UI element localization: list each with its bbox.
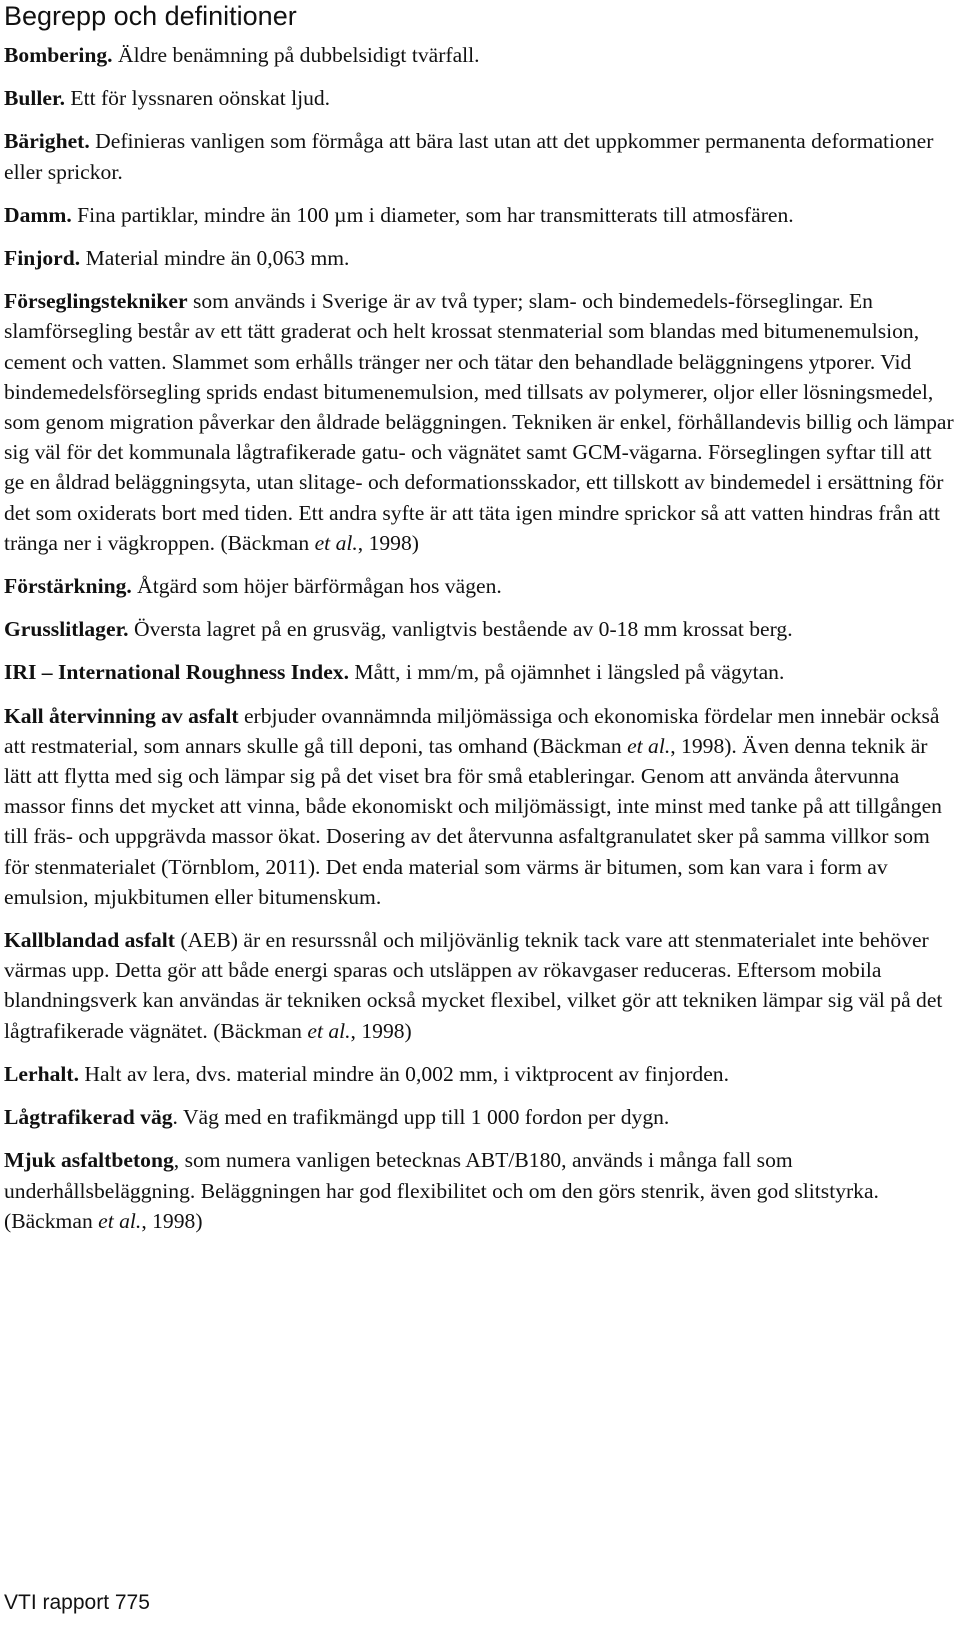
definitions-list [4, 40, 956, 1236]
definition-entry [4, 243, 956, 273]
definition-text: Åtgärd som höjer bärförmågan hos vägen. [131, 574, 502, 599]
definition-text: Mått, i mm/m, på ojämnhet i längsled på vägytan. [348, 660, 785, 685]
definition-italic: et al. [307, 1018, 351, 1043]
definition-term: IRI – International Roughness Index. [4, 660, 349, 685]
definition-entry [4, 286, 956, 558]
definition-term: Kallblandad asfalt [4, 928, 175, 953]
definition-term: Damm. [4, 202, 72, 227]
definition-tail: , 1998) [350, 1018, 412, 1043]
definition-entry [4, 83, 956, 113]
definition-italic: et al. [627, 733, 671, 758]
definition-entry [4, 1102, 956, 1132]
definition-text: Halt av lera, dvs. material mindre än 0,002 mm, i viktprocent av finjorden. [78, 1061, 729, 1086]
definition-entry [4, 571, 956, 601]
definition-term: Lerhalt. [4, 1061, 79, 1086]
definition-term: Mjuk asfaltbetong [4, 1148, 174, 1173]
definition-text: Material mindre än 0,063 mm. [80, 246, 350, 271]
definition-text: som används i Sverige är av två typer; slam- och bindemedels-förseglingar. En slamförsegling består av ett tätt graderat och helt krossat stenmaterial som blandas med bitumenemulsion, cement och vatten. Slammet som erhålls tränger ner och tätar den behandlade beläggningens ytporer. Vid bindemedelsförsegling sprids endast bitumenemulsion, med tillsats av polymerer, oljor eller lösningsmedel, som genom migration påverkar den åldrade beläggningen. Tekniken är enkel, förhållandevis billig och lämpar sig väl för det kommunala lågtrafikerade gatu- och vägnätet samt GCM-vägarna. Förseglingen syftar till att ge en åldrad beläggningsyta, utan slitage- och deformationsskador, ett tillskott av bindemedel i ersättning för det som oxiderats bort med tiden. Ett andra syfte är att täta igen mindre sprickor så att vatten hindras från att tränga ner i vägkroppen. (Bäckman [4, 289, 954, 555]
definition-term: Buller. [4, 86, 65, 111]
definition-text: erbjuder ovannämnda miljömässiga och ekonomiska fördelar men innebär också att restmaterial, som annars skulle gå till deponi, tas omhand (Bäckman [4, 703, 940, 758]
definition-italic: et al. [98, 1208, 142, 1233]
definition-text: Definieras vanligen som förmåga att bära last utan att det uppkommer permanenta deformationer eller sprickor. [4, 129, 934, 184]
definition-entry [4, 200, 956, 230]
definition-text: Äldre benämning på dubbelsidigt tvärfall. [112, 43, 480, 67]
definition-term: Finjord. [4, 246, 81, 271]
definition-entry [4, 657, 956, 687]
definition-entry [4, 614, 956, 644]
definition-term: Lågtrafikerad väg [4, 1105, 173, 1130]
definition-term: Grusslitlager. [4, 617, 129, 642]
definition-entry [4, 40, 956, 70]
definition-term: Bombering. [4, 43, 113, 67]
page-heading: Begrepp och definitioner [4, 1, 297, 31]
definition-term: Förseglingstekniker [4, 289, 188, 314]
definition-text: Fina partiklar, mindre än 100 µm i diameter, som har transmitterats till atmosfären. [71, 202, 794, 227]
definition-text: (AEB) är en resurssnål och miljövänlig teknik tack vare att stenmaterialet inte behöver värmas upp. Detta gör att både energi sparas och utsläppen av rökavgaser reduceras. Eftersom mobila blandningsverk kan användas är tekniken också mycket flexibel, vilket gör att tekniken lämpar sig väl på det lågtrafikerade vägnätet. (Bäckman [4, 928, 943, 1043]
definition-text: Översta lagret på en grusväg, vanligtvis bestående av 0-18 mm krossat berg. [128, 617, 793, 642]
definition-italic: et al. [314, 530, 358, 555]
definition-entry [4, 701, 956, 912]
definition-tail: , 1998) [141, 1208, 203, 1233]
definition-entry [4, 126, 956, 186]
definition-entry [4, 1145, 956, 1236]
definition-text: , som numera vanligen betecknas ABT/B180, används i många fall som underhållsbeläggning. Beläggningen har god flexibilitet och om den görs stenrik, även god slitstyrka. (Bäckman [4, 1148, 879, 1233]
definition-tail: , 1998) [357, 530, 419, 555]
definition-term: Förstärkning. [4, 574, 132, 599]
definition-entry [4, 925, 956, 1046]
definition-term: Bärighet. [4, 129, 90, 154]
definition-term: Kall återvinning av asfalt [4, 703, 239, 728]
definition-text: . Väg med en trafikmängd upp till 1 000 fordon per dygn. [172, 1105, 670, 1130]
definition-entry [4, 1059, 956, 1089]
definition-tail: , 1998). Även denna teknik är lätt att flytta med sig och lämpar sig på det viset bra för små etableringar. Genom att använda återvunna massor finns det mycket att vinna, både ekonomiskt och miljömässigt, inte minst med tanke på att tillgången till fräs- och uppgrävda massor ökat. Dosering av det återvunna asfaltgranulatet sker på samma villkor som för stenmaterialet (Törnblom, 2011). Det enda material som värms är bitumen, som kan vara i form av emulsion, mjukbitumen eller bitumenskum. [4, 733, 942, 909]
report-footer: VTI rapport 775 [4, 1591, 150, 1614]
definition-text: Ett för lyssnaren oönskat ljud. [65, 86, 331, 111]
